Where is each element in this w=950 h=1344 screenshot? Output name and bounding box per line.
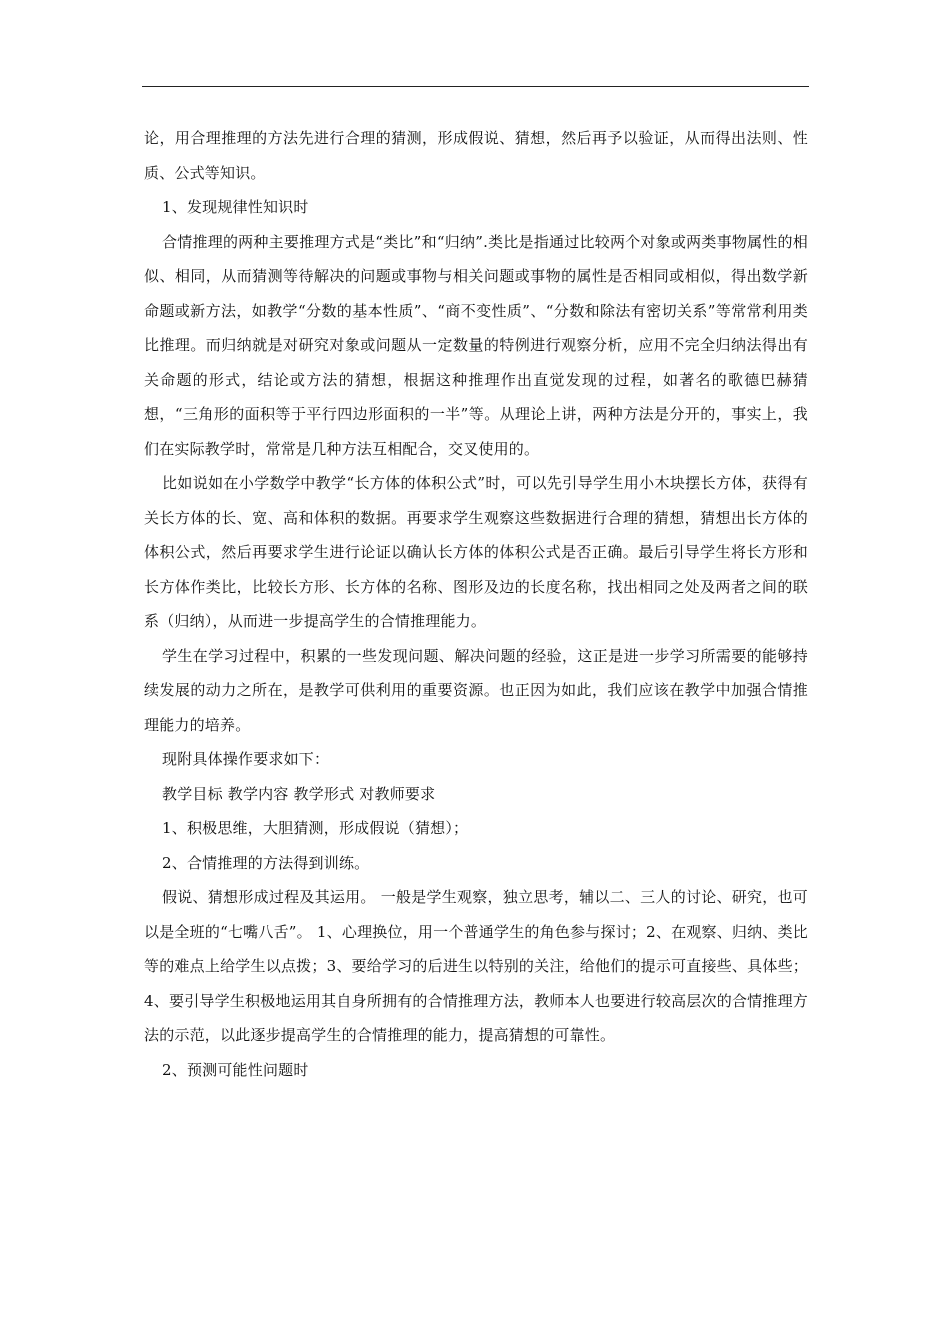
paragraph: 假说、猜想形成过程及其运用。 一般是学生观察，独立思考，辅以二、三人的讨论、研究，也可以是全班的“七嘴八舌”。 1、心理换位，用一个普通学生的角色参与探讨；2、在观察、归纳、类比等的难点上给学生以点拨；3、要给学习的后进生以特别的关注，给他们的提示可直接些、具体些；4、要引导学生积极地运用其自身所拥有的合情推理方法，教师本人也要进行较高层次的合情推理方法的示范，以此逐步提高学生的合情推理的能力，提高猜想的可靠性。 [144, 888, 808, 1044]
paragraph: 比如说如在小学数学中教学“长方体的体积公式”时，可以先引导学生用小木块摆长方体，获得有关长方体的长、宽、高和体积的数据。再要求学生观察这些数据进行合理的猜想，猜想出长方体的体积公式，然后再要求学生进行论证以确认长方体的体积公式是否正确。最后引导学生将长方形和长方体作类比，比较长方形、长方体的名称、图形及边的长度名称，找出相同之处及两者之间的联系（归纳），从而进一步提高学生的合情推理能力。 [144, 474, 808, 630]
list-item: 1、积极思维，大胆猜测，形成假说（猜想）； [162, 819, 469, 837]
list-item: 2、合情推理的方法得到训练。 [162, 853, 370, 872]
section-heading-discover-rules: 1、发现规律性知识时 [162, 198, 309, 216]
document-body [144, 121, 808, 1087]
paragraph: 论，用合理推理的方法先进行合理的猜测，形成假说、猜想，然后再予以验证，从而得出法则、性质、公式等知识。 [144, 129, 808, 182]
section-heading-predict-possibility: 2、预测可能性问题时 [162, 1060, 309, 1079]
header-rule [142, 86, 809, 87]
paragraph: 学生在学习过程中，积累的一些发现问题、解决问题的经验，这正是进一步学习所需要的能够持续发展的动力之所在，是教学可供利用的重要资源。也正因为如此，我们应该在教学中加强合情推理能力的培养。 [144, 646, 808, 734]
paragraph: 合情推理的两种主要推理方式是“类比”和“归纳”.类比是指通过比较两个对象或两类事物属性的相似、相同，从而猜测等待解决的问题或事物与相关问题或事物的属性是否相同或相似，得出数学新命题或新方法，如教学“分数的基本性质”、“商不变性质”、“分数和除法有密切关系”等常常利用类比推理。而归纳就是对研究对象或问题从一定数量的特例进行观察分析，应用不完全归纳法得出有关命题的形式，结论或方法的猜想，根据这种推理作出直觉发现的过程，如著名的歌德巴赫猜想，“三角形的面积等于平行四边形面积的一半”等。从理论上讲，两种方法是分开的，事实上，我们在实际教学时，常常是几种方法互相配合，交叉使用的。 [144, 232, 808, 458]
table-header-line: 教学目标 教学内容 教学形式 对教师要求 [162, 784, 436, 803]
paragraph: 现附具体操作要求如下： [162, 750, 330, 768]
